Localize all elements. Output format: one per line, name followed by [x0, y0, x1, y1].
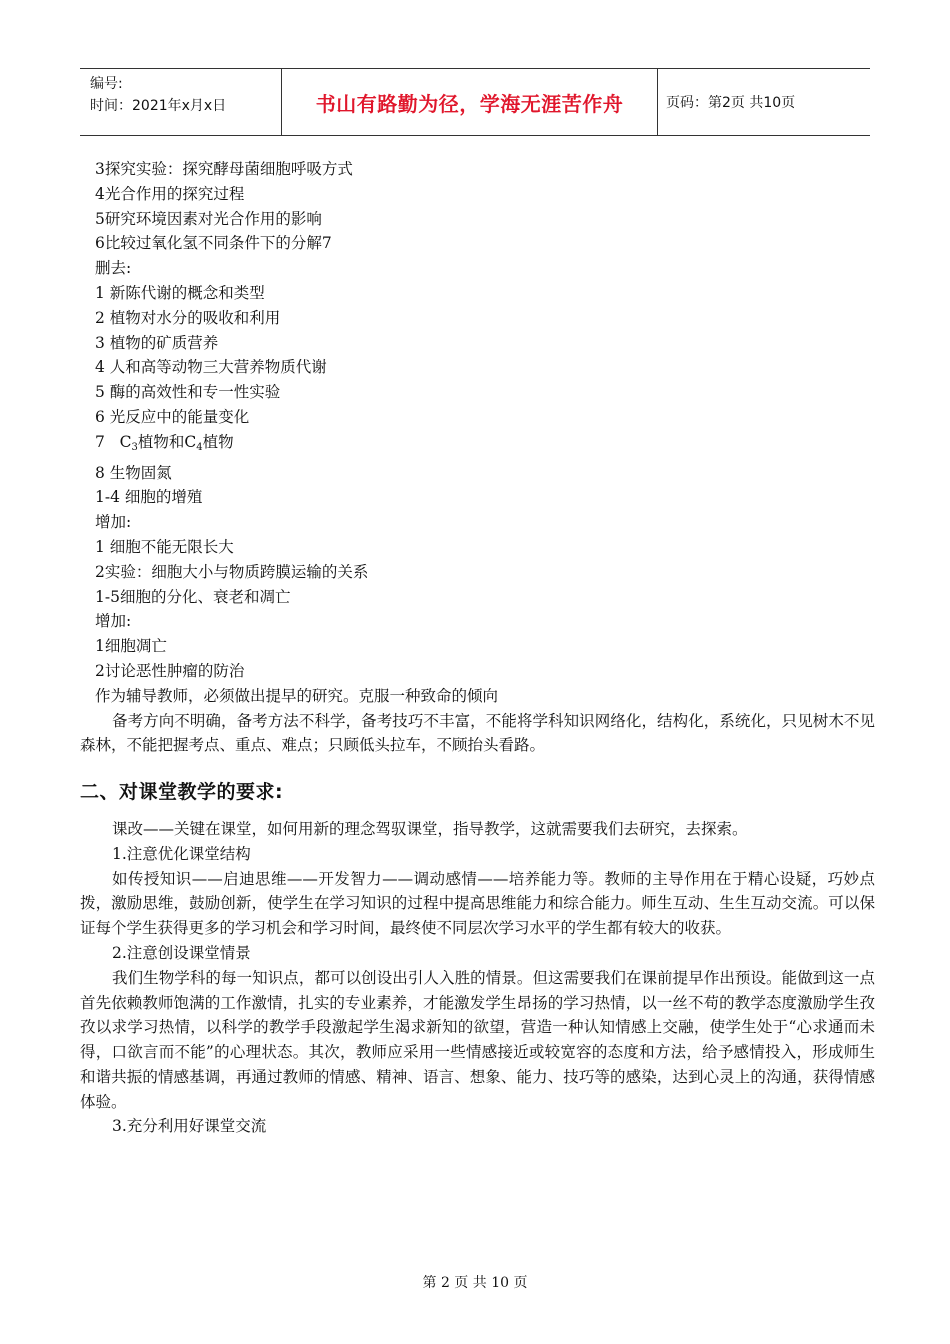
list-item: 3 植物的矿质营养	[95, 333, 219, 352]
section-heading: 二、对课堂教学的要求:	[80, 781, 284, 804]
header-page-info: 页码：第2页 共10页	[666, 95, 796, 111]
subsection-heading: 3.充分利用好课堂交流	[112, 1117, 267, 1136]
list-item: 3探究实验：探究酵母菌细胞呼吸方式	[95, 160, 353, 178]
c3c4-prefix: 7 C	[95, 432, 132, 451]
page-footer: 第 2 页 共 10 页	[422, 1275, 528, 1291]
list-item: 2 植物对水分的吸收和利用	[95, 308, 281, 327]
list-item-c3-c4	[95, 430, 875, 461]
paragraph: 如传授知识——启迪思维——开发智力——调动感情——培养能力等。教师的主导作用在于精心设疑，巧妙点拨，激励思维，鼓励创新，使学生在学习知识的过程中提高思维能力和综合能力。师生互动、生生互动交流。可以保证每个学生获得更多的学习机会和学习时间，最终使不同层次学习水平的学生都有较大的收获。	[80, 869, 875, 938]
c3c4-suffix: 植物	[202, 432, 234, 451]
list-item: 5研究环境因素对光合作用的影响	[95, 209, 322, 228]
list-heading-added: 增加:	[95, 513, 132, 532]
paragraph: 备考方向不明确，备考方法不科学，备考技巧不丰富，不能将学科知识网络化，结构化，系统化，只见树木不见森林，不能把握考点、重点、难点；只顾低头拉车，不顾抬头看路。	[80, 711, 875, 755]
list-item: 1 细胞不能无限长大	[95, 537, 234, 556]
list-item: 6 光反应中的能量变化	[95, 407, 250, 426]
list-item: 8 生物固氮	[95, 463, 172, 482]
page-header	[80, 68, 870, 136]
document-number-label: 编号:	[90, 76, 123, 92]
subsection-heading: 1.注意优化课堂结构	[112, 844, 251, 863]
subsection-heading: 2.注意创设课堂情景	[112, 943, 251, 962]
list-item: 1 新陈代谢的概念和类型	[95, 283, 265, 302]
header-motto: 书山有路勤为径，学海无涯苦作舟	[282, 69, 658, 135]
c3-subscript: 3	[131, 441, 138, 453]
c3c4-mid: 植物和C	[137, 432, 197, 451]
list-item: 2讨论恶性肿瘤的防治	[95, 661, 245, 680]
list-heading-added: 增加:	[95, 612, 132, 631]
list-item: 4 人和高等动物三大营养物质代谢	[95, 358, 327, 377]
paragraph: 课改——关键在课堂，如何用新的理念驾驭课堂，指导教学，这就需要我们去研究，去探索。	[112, 819, 748, 838]
list-item: 作为辅导教师，必须做出提早的研究。克服一种致命的倾向	[95, 686, 499, 705]
header-meta	[80, 69, 282, 135]
document-body	[80, 157, 875, 1139]
list-item: 1-4 细胞的增殖	[95, 488, 203, 507]
list-item: 1-5细胞的分化、衰老和凋亡	[95, 587, 291, 606]
list-item: 1细胞凋亡	[95, 637, 167, 656]
list-heading-removed: 删去:	[95, 259, 132, 278]
c4-subscript: 4	[196, 441, 203, 453]
list-item: 4光合作用的探究过程	[95, 184, 245, 203]
list-item: 2实验：细胞大小与物质跨膜运输的关系	[95, 562, 369, 581]
document-date: 时间：2021年x月x日	[90, 98, 227, 114]
list-item: 5 酶的高效性和专一性实验	[95, 383, 281, 402]
list-item: 6比较过氧化氢不同条件下的分解7	[95, 234, 332, 253]
paragraph: 我们生物学科的每一知识点，都可以创设出引人入胜的情景。但这需要我们在课前提早作出预设。能做到这一点首先依赖教师饱满的工作激情，扎实的专业素养，才能激发学生昂扬的学习热情，以一丝不苟的教学态度激励学生孜孜以求学习热情，以科学的教学手段激起学生渴求新知的欲望，营造一种认知情感上交融，使学生处于“心求通而未得，口欲言而不能”的心理状态。其次，教师应采用一些情感接近或较宽容的态度和方法，给予感情投入，形成师生和谐共振的情感基调，再通过教师的情感、精神、语言、想象、能力、技巧等的感染，达到心灵上的沟通，获得情感体验。	[80, 968, 875, 1111]
